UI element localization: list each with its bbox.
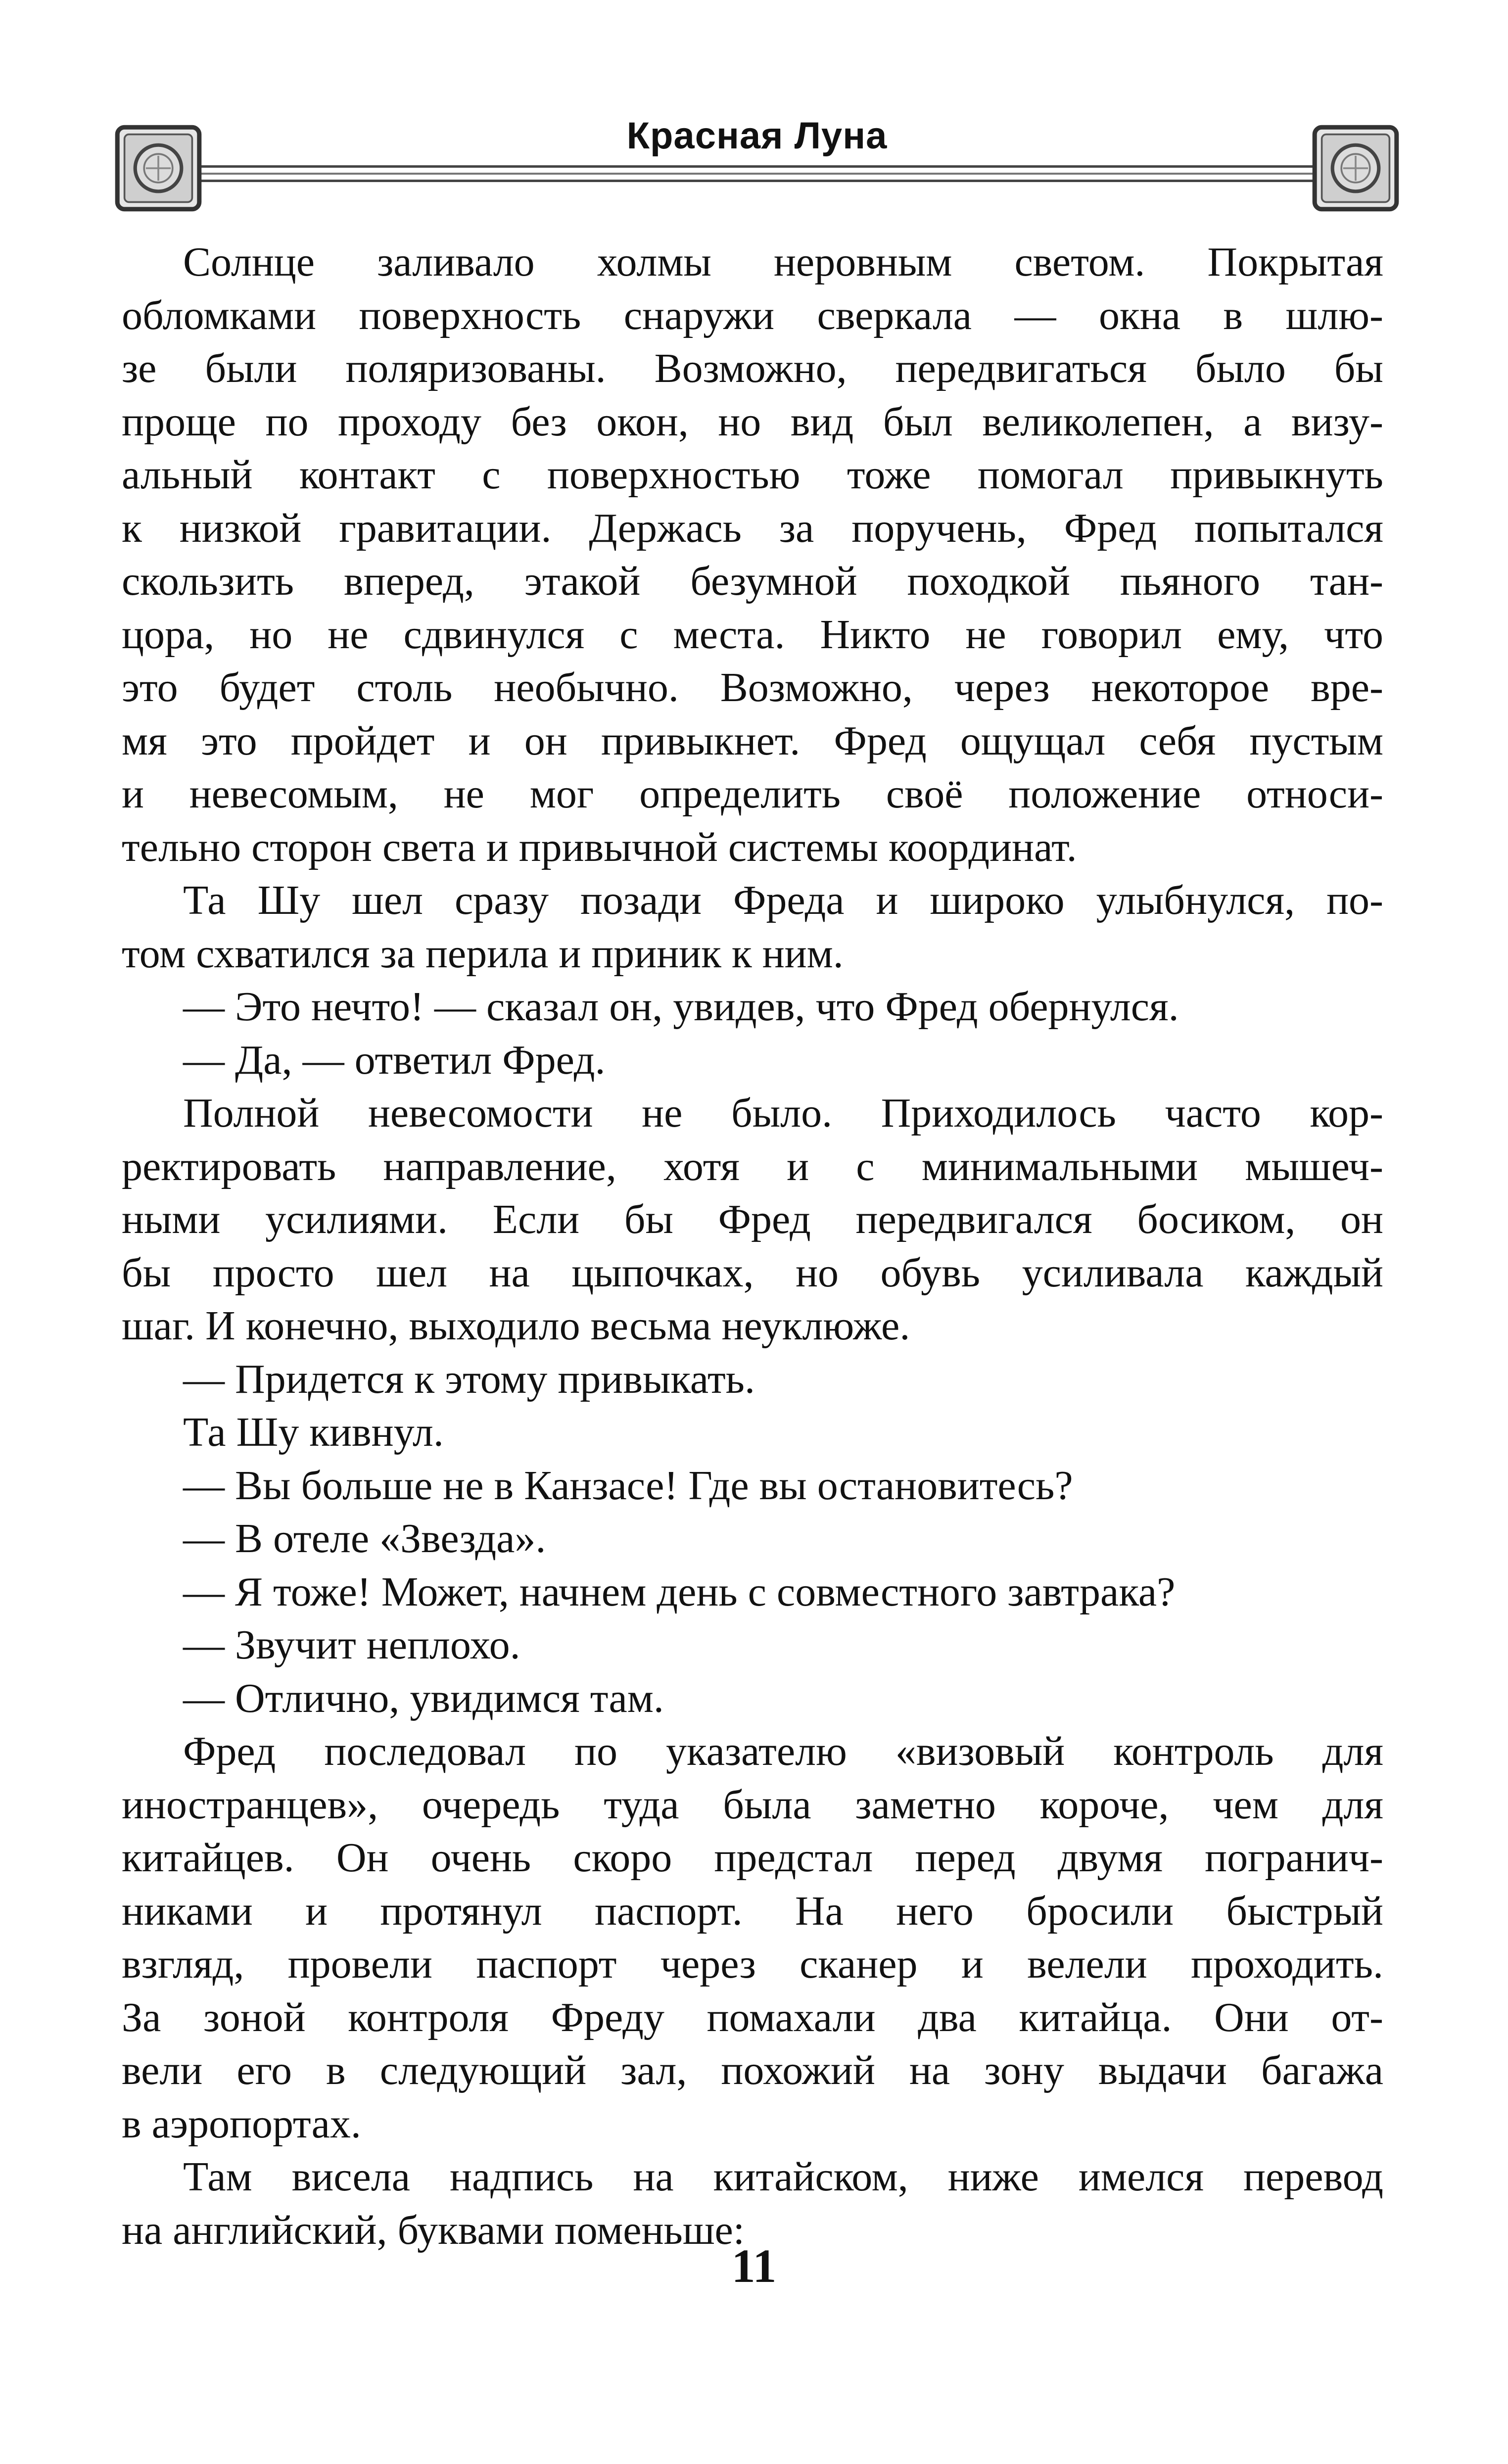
paragraph — [122, 1725, 1383, 2150]
text-line: бы просто шел на цыпочках, но обувь усиливала каждый — [122, 1249, 1383, 1296]
text-line: — Отлично, увидимся там. — [183, 1675, 664, 1721]
text-line: — Да, — ответил Фред. — [183, 1037, 606, 1083]
paragraph — [122, 1406, 1383, 1459]
text-line: За зоной контроля Фреду помахали два китайца. Они от- — [122, 1994, 1383, 2040]
paragraph — [122, 236, 1383, 874]
text-line: альный контакт с поверхностью тоже помогал привыкнуть — [122, 452, 1383, 498]
text-line: к низкой гравитации. Держась за поручень, Фред попытался — [122, 505, 1383, 551]
header-rule — [193, 165, 1321, 183]
text-line: — Придется к этому привыкать. — [183, 1356, 755, 1402]
text-line: ректировать направление, хотя и с минимальными мышеч- — [122, 1143, 1383, 1189]
paragraph — [122, 1034, 1383, 1087]
paragraph — [122, 1512, 1383, 1565]
text-line: — Это нечто! — сказал он, увидев, что Фред обернулся. — [183, 984, 1179, 1030]
paragraph — [122, 1459, 1383, 1513]
text-line: проще по проходу без окон, но вид был великолепен, а визу- — [122, 398, 1383, 445]
text-line: вели его в следующий зал, похожий на зону выдачи багажа — [122, 2047, 1383, 2093]
text-line: Фред последовал по указателю «визовый контроль для — [183, 1728, 1383, 1774]
text-line: Та Шу кивнул. — [183, 1409, 444, 1455]
text-line: тельно сторон света и привычной системы координат. — [122, 824, 1077, 870]
text-line: Там висела надпись на китайском, ниже имелся перевод — [183, 2154, 1383, 2200]
text-line: Полной невесомости не было. Приходилось часто кор- — [183, 1090, 1383, 1136]
text-line: это будет столь необычно. Возможно, через некоторое вре- — [122, 664, 1383, 711]
text-line: иностранцев», очередь туда была заметно короче, чем для — [122, 1781, 1383, 1828]
running-header — [119, 114, 1395, 213]
paragraph — [122, 1618, 1383, 1672]
text-line: скользить вперед, этакой безумной походкой пьяного тан- — [122, 558, 1383, 604]
text-line: цора, но не сдвинулся с места. Никто не говорил ему, что — [122, 611, 1383, 658]
text-line: никами и протянул паспорт. На него бросили быстрый — [122, 1888, 1383, 1934]
text-line: Солнце заливало холмы неровным светом. Покрытая — [183, 239, 1383, 285]
text-line: Та Шу шел сразу позади Фреда и широко улыбнулся, по- — [183, 877, 1383, 923]
body-text — [122, 236, 1383, 2257]
emblem-icon — [114, 124, 203, 213]
text-line: зе были поляризованы. Возможно, передвигаться было бы — [122, 345, 1383, 391]
paragraph — [122, 1087, 1383, 1353]
paragraph — [122, 1565, 1383, 1619]
text-line: — Я тоже! Может, начнем день с совместного завтрака? — [183, 1568, 1176, 1615]
paragraph — [122, 1353, 1383, 1406]
text-line: на английский, буквами поменьше: — [122, 2207, 745, 2253]
running-title: Красная Луна — [626, 115, 888, 157]
paragraph — [122, 980, 1383, 1034]
text-line: взгляд, провели паспорт через сканер и велели проходить. — [122, 1941, 1383, 1987]
text-line: — Звучит неплохо. — [183, 1622, 520, 1668]
text-line: китайцев. Он очень скоро предстал перед двумя погранич- — [122, 1835, 1383, 1881]
text-line: том схватился за перила и приник к ним. — [122, 930, 844, 977]
paragraph — [122, 1672, 1383, 1725]
text-line: — В отеле «Звезда». — [183, 1516, 546, 1562]
page-number: 11 — [731, 2239, 777, 2292]
text-line: — Вы больше не в Канзасе! Где вы остановитесь? — [183, 1462, 1073, 1509]
text-line: мя это пройдет и он привыкнет. Фред ощущал себя пустым — [122, 717, 1383, 764]
paragraph — [122, 874, 1383, 980]
text-line: и невесомым, не мог определить своё положение относи- — [122, 771, 1383, 817]
text-line: ными усилиями. Если бы Фред передвигался босиком, он — [122, 1196, 1383, 1242]
emblem-icon — [1311, 124, 1400, 213]
text-line: в аэропортах. — [122, 2100, 361, 2147]
text-line: шаг. И конечно, выходило весьма неуклюже. — [122, 1303, 910, 1349]
text-line: обломками поверхность снаружи сверкала — окна в шлю- — [122, 292, 1383, 338]
